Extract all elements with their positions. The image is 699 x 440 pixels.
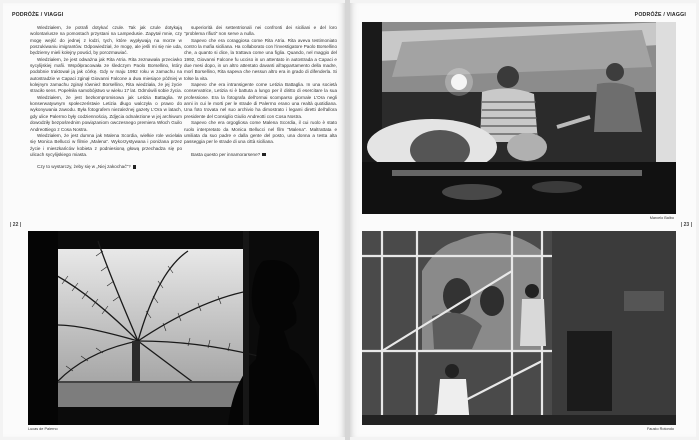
closing-question: Basta questo per innamorarsene? xyxy=(191,151,261,157)
photo-credit: Fausto Rotondo xyxy=(646,427,674,431)
right-page xyxy=(350,3,696,437)
section-header-left: PODRÓŻE / VIAGGI xyxy=(12,12,64,18)
paragraph: Wiedziałem, że jest dumna jak Malena Scordia, wielkie role wcielała się Monica Bellucci w filmie „Malena". Wykorzystywana i poniżana przez życie i mieszkańców kobieta z podniesioną głową przechadza się po ulicach sycylijskiego miasta. xyxy=(30,132,182,157)
paragraph: Sapevo che era coraggiosa come Rita Atria. Rita aveva testimoniato contro la mafia siciliana. Ha collaborato con l'investigatore Paolo Borsellino che, a quanto si dice, la trattava come una figlia. Quando, nel maggio del 1992, Giovanni Falcone fu ucciso in un attentato in autostrada a Capaci e due mesi dopo, in un altro attentato davanti all'appartamento della madre, morì Borsellino, Rita sapeva che nessun altro era in grado di difenderla. Si tolse la vita. xyxy=(184,37,337,81)
end-mark-icon xyxy=(262,153,266,157)
closing-question: Czy to wystarczy, żeby się w „Niej zakochać"? xyxy=(37,164,131,170)
page-number-right: | 23 | xyxy=(680,222,692,228)
italian-text-column xyxy=(184,25,337,158)
section-header-right: PODRÓŻE / VIAGGI xyxy=(634,12,686,18)
end-mark-icon xyxy=(133,165,137,169)
left-page xyxy=(3,3,345,437)
closing-line xyxy=(30,164,182,170)
paragraph: superiorità dei settentrionali nei confronti dei siciliani e del loro "problema rifiuti" non serve a nulla. xyxy=(184,25,337,37)
paragraph: Sapevo che era intransigente come Letizia Battaglia. In una società conservatrice, Letizia si è battuta a lungo per il diritto di esercitare la sua professione. Era la fotografa dell'ormai scomparso giornale L'Ora negli anni in cui le morti per le strade di Palermo erano una realtà quotidiana. Una foto trovata nel suo archivio ha dimostrato i legami diretti dell'allora presidente del Consiglio Giulio Andreotti con Cosa Nostra. xyxy=(184,82,337,119)
photo-credit: Marcelo Balbo xyxy=(649,216,674,220)
paragraph: Wiedziałem, że jest odważna jak Rita Atria. Rita zeznawała przeciwko sycylijskiej mafii. Współpracowała ze śledczym Paolo Borsellino, który podobnie traktował ją jak córkę. Gdy w maju 1992 roku w zamachu na autostradzie w Capaci zginął Giovanni Falcone a dwa miesiące później w kolejnym zamachu zginął również Borsellino, Rita wiedziała, że jej życie straciło sens. Popełniła samobójstwo w wieku 17 lat. Odmówili sobie życia. xyxy=(30,56,182,94)
paragraph: Sapevo che era orgogliosa come Malena Scordia, il cui ruolo è stato ruolo interpretato da Monica Bellucci nel film "Malena". Maltrattata e umiliata da suo padre e dalla gente del posto, una donna a testa alta passeggia per le strade di una città siciliana. xyxy=(184,120,337,145)
closing-line xyxy=(184,152,337,158)
paragraph: Wiedziałem, że jest bezkompromisowa jak Letizia Battaglia. W konserwatywnym społeczeństwie Letizia długo walczyła o prawo do wykonywania zawodu. Była fotografem niezależnej gazety L'Ora w latach, gdy ulice Palermo były codziennością. Zdjęcia odnalezione w jej archiwum dowodziły bezpośrednim powiązaniom owczesnego premiera Włoch Guilo Andreottiego z Cosa Nostra. xyxy=(30,94,182,132)
photo-market-stall xyxy=(362,22,676,214)
paragraph: Wiedziałem, że potrafi dotykać czule. Tak jak czule dotykają wolontariusze na pomostach przystani na Lampedusie. Zapytał mnie, czy mogę wejść do jednej z łodzi, tych, które wypływają na morze w poszukiwaniu imigrantów. Odpowiedział, że mogę, ale jeśli mi się nie uda, będziemy mieli kolejny powód, by porozmawiać. xyxy=(30,25,182,56)
photo-window-palm xyxy=(28,231,319,425)
page-number-left: | 22 | xyxy=(10,222,22,228)
photo-credit: Lucas de Palerno xyxy=(28,427,58,431)
photo-fresco-scaffolding xyxy=(362,231,676,425)
polish-text-column xyxy=(30,25,182,171)
